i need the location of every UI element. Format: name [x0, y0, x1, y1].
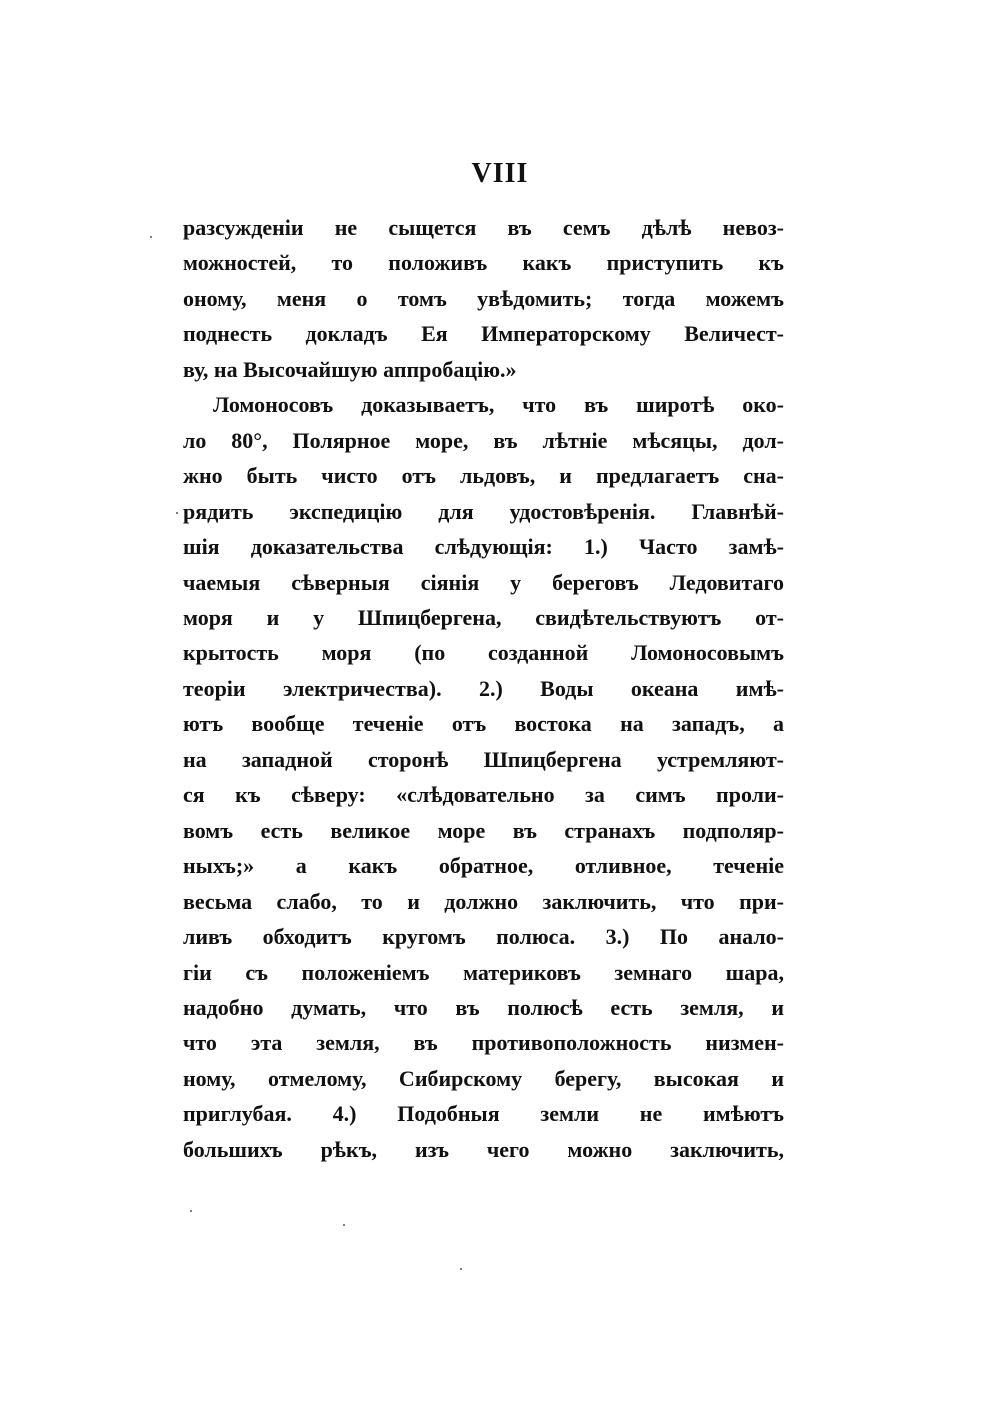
- scan-speck: [190, 1210, 192, 1212]
- text-line: моря и у Шпицбергена, свидѣтельствуютъ от-: [183, 604, 784, 630]
- scan-speck: [176, 512, 178, 514]
- text-line: ютъ вообще теченіе отъ востока на западъ, а: [183, 711, 784, 737]
- text-line: ся къ сѣверу: «слѣдовательно за симъ проли-: [183, 782, 784, 808]
- text-line: что эта земля, въ противоположность низмен-: [183, 1030, 784, 1056]
- scan-speck: [343, 1224, 345, 1226]
- text-line: ливъ обходитъ кругомъ полюса. 3.) По анало-: [183, 924, 784, 950]
- text-line: ву, на Высочайшую аппробацію.»: [183, 356, 517, 382]
- text-line: разсужденіи не сыщется въ семъ дѣлѣ невоз-: [183, 215, 784, 240]
- text-line: Ломоносовъ доказываетъ, что въ широтѣ око-: [213, 392, 784, 418]
- text-line: шія доказательства слѣдующія: 1.) Часто замѣ-: [183, 534, 784, 560]
- text-line: весьма слабо, то и должно заключить, что при-: [183, 888, 784, 914]
- text-line: крытость моря (по созданной Ломоносовымъ: [183, 640, 784, 666]
- text-line: приглубая. 4.) Подобныя земли не имѣютъ: [183, 1101, 784, 1127]
- text-line: чаемыя сѣверныя сіянія у береговъ Ледовитаго: [183, 569, 784, 595]
- text-line: гіи съ положеніемъ материковъ земнаго шара,: [183, 959, 784, 985]
- scan-speck: [150, 236, 152, 238]
- text-line: теоріи электричества). 2.) Воды океана имѣ-: [183, 675, 784, 701]
- text-line: ло 80°, Полярное море, въ лѣтніе мѣсяцы, дол-: [183, 427, 784, 453]
- text-line: надобно думать, что въ полюсѣ есть земля, и: [183, 994, 784, 1020]
- text-line: оному, меня о томъ увѣдомить; тогда можемъ: [183, 285, 784, 311]
- text-line: вомъ есть великое море въ странахъ подполяр-: [183, 817, 784, 843]
- body-text: [183, 210, 784, 1167]
- text-line: ному, отмелому, Сибирскому берегу, высокая и: [183, 1065, 784, 1091]
- text-line: ныхъ;» а какъ обратное, отливное, теченіе: [183, 853, 784, 879]
- text-line: рядить экспедицію для удостовѣренія. Главнѣй-: [183, 498, 784, 524]
- scan-speck: [460, 1268, 462, 1270]
- text-line: большихъ рѣкъ, изъ чего можно заключить,: [183, 1136, 784, 1162]
- text-line: поднесть докладъ Ея Императорскому Величест-: [183, 321, 784, 347]
- text-line: можностей, то положивъ какъ приступить къ: [183, 250, 784, 276]
- text-line: на западной сторонѣ Шпицбергена устремляют-: [183, 746, 784, 772]
- text-line: жно быть чисто отъ льдовъ, и предлагаетъ сна-: [183, 463, 784, 489]
- page-number: VIII: [471, 158, 529, 189]
